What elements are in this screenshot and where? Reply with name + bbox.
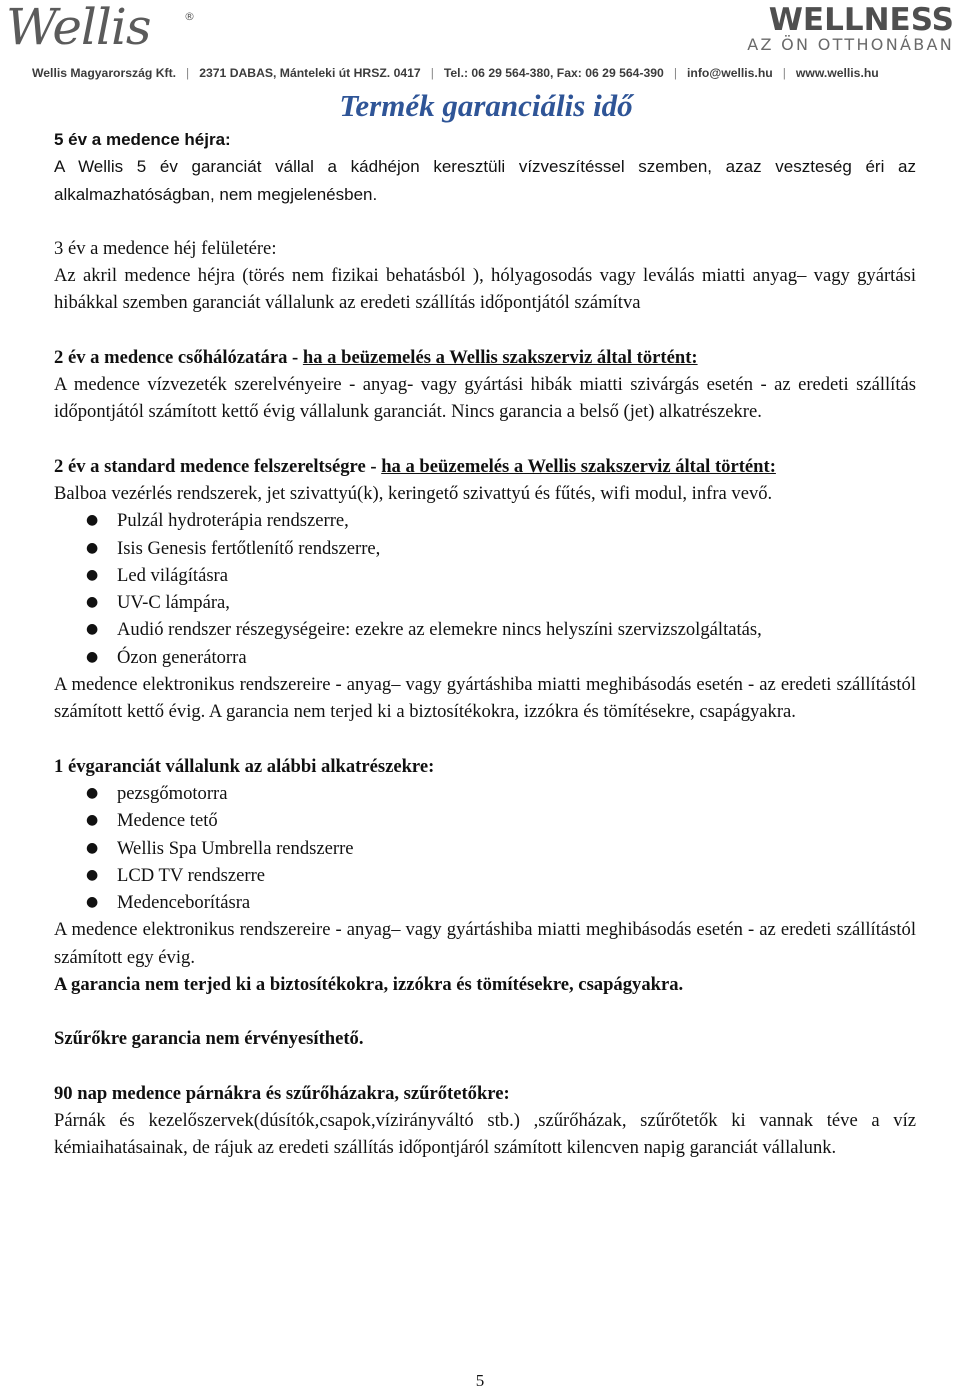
parts-list [54, 780, 916, 916]
heading-bold: 2 év a standard medence felszereltségre - [54, 455, 382, 477]
bullet-icon: ● [86, 566, 99, 583]
brand-subtitle: AZ ÖN OTTHONÁBAN [747, 35, 954, 54]
page-number: 5 [475, 1371, 485, 1390]
heading-condition: ha a beüzemelés a Wellis szakszerviz által történt: [302, 346, 698, 368]
section-heading [54, 453, 916, 480]
section-text: A medence vízvezeték szerelvényeire - anyag- vagy gyártási hibák miatti szivárgás esetén - az eredeti szállítás időpontjától számított kettő évig vállalunk garanciát. Nincs garancia a belső (jet) alkatrészekre. [54, 374, 916, 423]
separator: | [430, 66, 434, 80]
list-item: ● LCD TV rendszerre [54, 862, 916, 889]
list-item: ● Wellis Spa Umbrella rendszerre [54, 835, 916, 862]
section-shell-5-years [54, 126, 916, 208]
brand-wellness: WELLNESS [768, 2, 954, 38]
bullet-icon: ● [86, 812, 99, 829]
list-item: ● UV-C lámpára, [54, 589, 916, 616]
section-text: A Wellis 5 év garanciát vállal a kádhéjon keresztüli vízveszítéssel szemben, azaz veszteség éri az alkalmazhatóságban, nem megjelenésben. [54, 157, 916, 204]
list-item: ● Medenceborításra [54, 889, 916, 916]
page-header [0, 0, 960, 90]
section-text: A medence elektronikus rendszereire - anyag– vagy gyártáshiba miatti meghibásodás esetén - az eredeti szállítástól számított egy évig. [54, 919, 916, 968]
section-text: Az akril medence héjra (törés nem fizikai behatásból ), hólyagosodás vagy leválás miatti anyag– vagy gyártási hibákkal szemben garanciát vállalunk az eredeti szállítás időpontjától számítva [54, 265, 916, 314]
document-title: Termék garanciális idő [339, 88, 633, 123]
section-surface-3-years [54, 235, 916, 317]
section-text: Párnák és kezelőszervek(dúsítók,csapok,vízirányváltó stb.) ,szűrőházak, szűrőtetők ki vannak téve a víz kémiaihatásainak, de rájuk az eredeti szállítás időpontjáról számított kilencven napig garanciát vállalunk. [54, 1109, 916, 1159]
section-cushions-90-days [54, 1080, 916, 1162]
list-item: ● Ózon generátorra [54, 644, 916, 671]
logo-wordmark: Wellis [6, 0, 151, 56]
bullet-icon: ● [86, 894, 99, 911]
bullet-icon: ● [86, 784, 99, 801]
company-website: www.wellis.hu [795, 66, 879, 80]
bullet-icon: ● [86, 866, 99, 883]
list-item: ● pezsgőmotorra [54, 780, 916, 807]
list-item: ● Pulzál hydroterápia rendszerre, [54, 507, 916, 534]
list-item: ● Led világításra [54, 562, 916, 589]
company-email: info@wellis.hu [687, 66, 773, 80]
list-item: ● Medence tető [54, 807, 916, 834]
company-phone: Tel.: 06 29 564-380, Fax: 06 29 564-390 [443, 66, 664, 80]
section-heading [54, 344, 916, 371]
separator: | [186, 66, 190, 80]
list-item: ● Isis Genesis fertőtlenítő rendszerre, [54, 535, 916, 562]
bullet-icon: ● [86, 539, 99, 556]
bullet-icon: ● [86, 839, 99, 856]
section-equipment-2-years [54, 453, 916, 726]
registered-mark: ® [184, 10, 195, 23]
bullet-icon: ● [86, 648, 99, 665]
section-heading: 90 nap medence párnákra és szűrőházakra, szűrőtetőkre: [54, 1082, 510, 1104]
section-intro: Balboa vezérlés rendszerek, jet szivattyú(k), keringető szivattyú és fűtés, wifi modul, infra vevő. [54, 482, 773, 504]
section-heading: 3 év a medence héj felületére: [54, 237, 277, 259]
section-plumbing-2-years [54, 344, 916, 426]
document-body [54, 126, 916, 1162]
separator: | [673, 66, 678, 80]
list-item: ● Audió rendszer részegységeire: ezekre az elemekre nincs helyszíni szervizszolgáltatás, [54, 616, 916, 643]
contact-bar [32, 66, 960, 80]
section-note: A garancia nem terjed ki a biztosítékokra, izzókra és tömítésekre, csapágyakra. [54, 974, 684, 996]
heading-condition: ha a beüzemelés a Wellis szakszerviz által történt: [381, 455, 776, 477]
section-heading: 5 év a medence héjra: [54, 130, 231, 149]
brand-tagline [747, 4, 954, 54]
equipment-list [54, 507, 916, 671]
section-parts-1-year [54, 753, 916, 999]
heading-bold: 2 év a medence csőhálózatára - [54, 346, 303, 368]
wellis-logo [6, 0, 196, 62]
separator: | [782, 66, 786, 80]
bullet-icon: ● [86, 512, 99, 529]
company-address: 2371 DABAS, Mánteleki út HRSZ. 0417 [199, 66, 421, 80]
filters-no-warranty: Szűrőkre garancia nem érvényesíthető. [54, 1028, 364, 1050]
section-text: A medence elektronikus rendszereire - anyag– vagy gyártáshiba miatti meghibásodás esetén - az eredeti szállítástól számított kettő évig. A garancia nem terjed ki a biztosítékokra, izzókra és tömítésekre, csapágyakra. [54, 674, 916, 723]
bullet-icon: ● [86, 621, 99, 638]
bullet-icon: ● [86, 594, 99, 611]
company-name: Wellis Magyarország Kft. [32, 66, 177, 80]
section-heading: 1 évgaranciát vállalunk az alábbi alkatrészekre: [54, 755, 435, 777]
